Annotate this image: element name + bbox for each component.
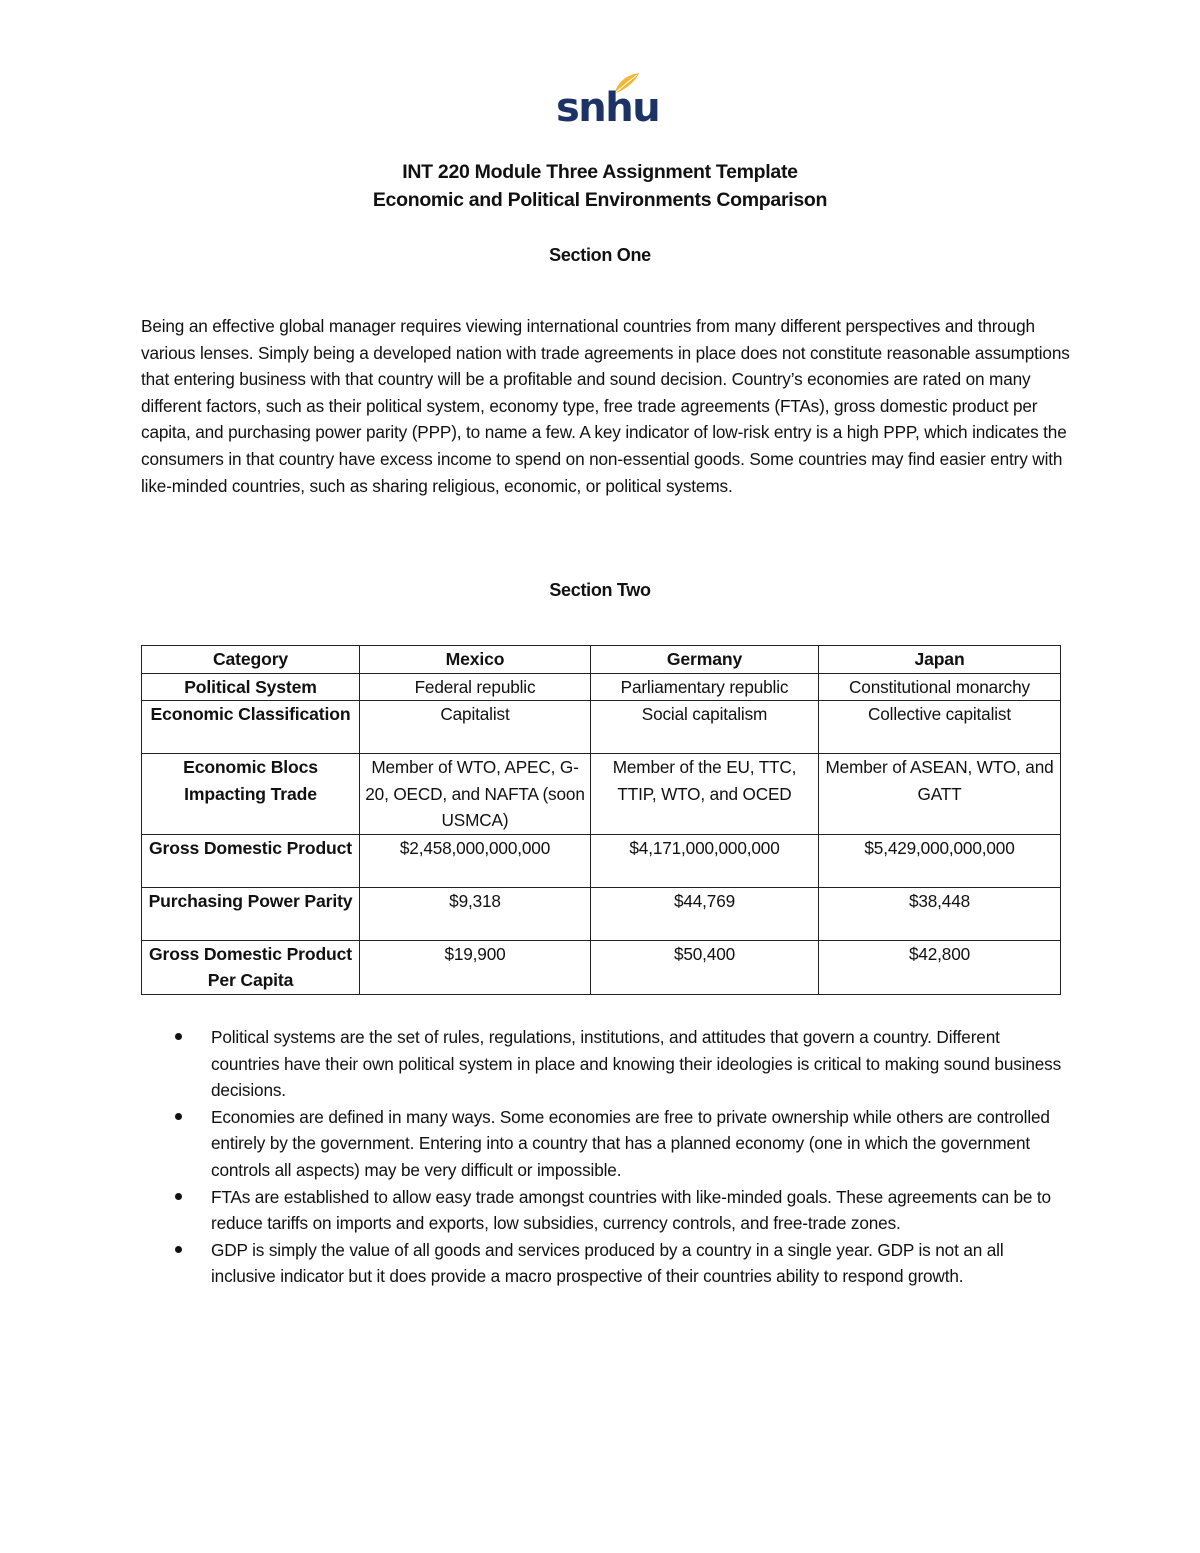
cell-japan: $5,429,000,000,000 [819, 834, 1061, 887]
header-germany: Germany [591, 646, 819, 674]
row-label: Political System [142, 673, 360, 701]
cell-mexico: Member of WTO, APEC, G-20, OECD, and NAFTA (soon USMCA) [360, 754, 591, 835]
bullet-list [211, 1024, 1071, 1290]
table-header-row [142, 646, 1061, 674]
table-row [142, 754, 1061, 835]
header-mexico: Mexico [360, 646, 591, 674]
cell-japan: Member of ASEAN, WTO, and GATT [819, 754, 1061, 835]
list-item-text: GDP is simply the value of all goods and services produced by a country in a single year. GDP is not an all inclusive indicator but it does provide a macro prospective of their countries ability to respond growth. [211, 1239, 1004, 1287]
cell-germany: $50,400 [591, 940, 819, 994]
cell-mexico: $19,900 [360, 940, 591, 994]
cell-mexico: Federal republic [360, 673, 591, 701]
row-label: Economic Classification [142, 701, 360, 754]
cell-mexico: Capitalist [360, 701, 591, 754]
row-label: Gross Domestic Product Per Capita [142, 940, 360, 994]
cell-mexico: $9,318 [360, 887, 591, 940]
document-title: INT 220 Module Three Assignment Template [402, 161, 798, 183]
table-row [142, 940, 1061, 994]
list-item [211, 1104, 1071, 1184]
bullet-icon [175, 1246, 182, 1253]
list-item-text: Political systems are the set of rules, regulations, institutions, and attitudes that govern a country. Different countries have their own political system in place and knowing their ideologies is critical to making sound business decisions. [211, 1027, 1062, 1101]
header-japan: Japan [819, 646, 1061, 674]
table-row [142, 887, 1061, 940]
list-item [211, 1237, 1071, 1290]
section-two-heading: Section Two [549, 580, 651, 600]
row-label: Gross Domestic Product [142, 834, 360, 887]
cell-japan: Constitutional monarchy [819, 673, 1061, 701]
logo-wordmark: snhu [556, 85, 660, 131]
table-row [142, 701, 1061, 754]
bullet-icon [175, 1033, 182, 1040]
list-item-text: FTAs are established to allow easy trade amongst countries with like-minded goals. These agreements can be to reduce tariffs on imports and exports, low subsidies, currency controls, and free-trade zones. [211, 1186, 1051, 1234]
intro-paragraph: Being an effective global manager requires viewing international countries from many different perspectives and through various lenses. Simply being a developed nation with trade agreements in place does not constitute reasonable assumptions that entering business with that country will be a profitable and sound decision. Country’s economies are rated on many different factors, such as their political system, economy type, free trade agreements (FTAs), gross domestic product per capita, and purchasing power parity (PPP), to name a few. A key indicator of low-risk entry is a high PPP, which indicates the consumers in that country have excess income to spend on non-essential goods. Some countries may find easier entry with like-minded countries, such as sharing religious, economic, or political systems. [141, 316, 1070, 496]
cell-germany: Parliamentary republic [591, 673, 819, 701]
comparison-table [141, 645, 1061, 995]
bullet-icon [175, 1113, 182, 1120]
cell-germany: $4,171,000,000,000 [591, 834, 819, 887]
table-row [142, 834, 1061, 887]
list-item-text: Economies are defined in many ways. Some economies are free to private ownership while others are controlled entirely by the government. Entering into a country that has a planned economy (one in which the government controls all aspects) may be very difficult or impossible. [211, 1106, 1050, 1180]
snhu-logo [556, 72, 660, 134]
cell-japan: $38,448 [819, 887, 1061, 940]
cell-germany: Social capitalism [591, 701, 819, 754]
table-row [142, 673, 1061, 701]
cell-germany: $44,769 [591, 887, 819, 940]
row-label: Economic Blocs Impacting Trade [142, 754, 360, 835]
cell-mexico: $2,458,000,000,000 [360, 834, 591, 887]
header-category: Category [142, 646, 360, 674]
list-item [211, 1184, 1071, 1237]
row-label: Purchasing Power Parity [142, 887, 360, 940]
list-item [211, 1024, 1071, 1104]
cell-japan: $42,800 [819, 940, 1061, 994]
cell-germany: Member of the EU, TTC, TTIP, WTO, and OCED [591, 754, 819, 835]
bullet-icon [175, 1193, 182, 1200]
section-one-heading: Section One [549, 245, 651, 265]
cell-japan: Collective capitalist [819, 701, 1061, 754]
document-subtitle: Economic and Political Environments Comparison [372, 189, 828, 211]
